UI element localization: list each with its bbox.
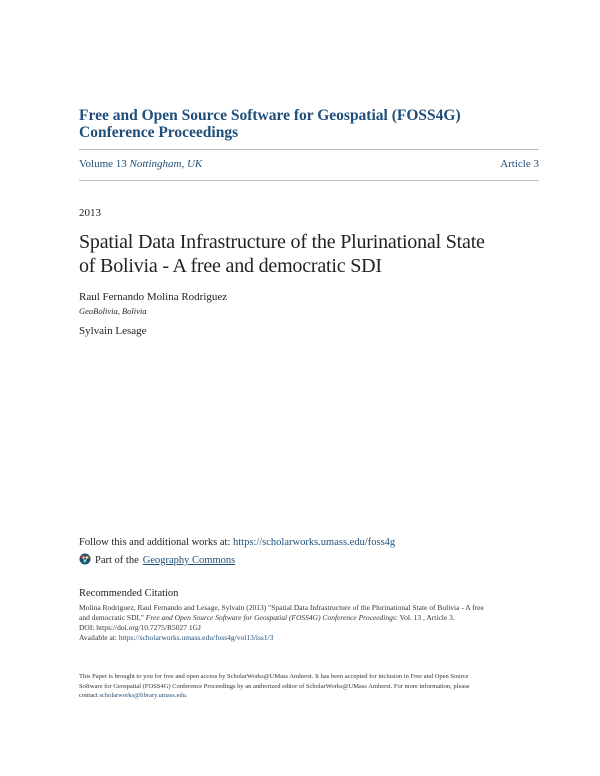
header-rule-top: [79, 149, 539, 150]
author-name: Raul Fernando Molina Rodriguez: [79, 291, 228, 303]
conference-location[interactable]: Nottingham, UK: [129, 158, 203, 170]
citation-journal: Free and Open Source Software for Geospatial (FOSS4G) Conference Proceedings: [145, 613, 396, 622]
available-label: Available at:: [79, 633, 117, 642]
follow-link[interactable]: https://scholarworks.umass.edu/foss4g: [233, 537, 396, 548]
footer-email-link[interactable]: scholarworks@library.umass.edu: [99, 692, 186, 699]
paper-title: [79, 230, 549, 278]
citation-doi: DOI: https://doi.org/10.7275/R5027 1GJ: [79, 623, 201, 632]
journal-title-line2[interactable]: Conference Proceedings: [79, 124, 239, 141]
citation-line2-c: : Vol. 13 , Article 3.: [395, 613, 455, 622]
part-of-commons: [79, 553, 235, 568]
volume-info[interactable]: [79, 158, 202, 170]
citation-line2: [79, 613, 539, 623]
footer-notice: [79, 672, 539, 701]
citation-line1: Molina Rodriguez, Raul Fernando and Lesage, Sylvain (2013) "Spatial Data Infrastructure of the Plurinational State of Bolivia - A free: [79, 603, 484, 612]
footer-line3: [79, 691, 539, 701]
article-number[interactable]: Article 3: [500, 158, 539, 170]
paper-title-line2: of Bolivia - A free and democratic SDI: [79, 255, 382, 277]
author-name-2: Sylvain Lesage: [79, 325, 147, 337]
citation-available: [79, 633, 539, 643]
volume-label[interactable]: Volume 13: [79, 158, 127, 170]
recommended-citation-heading: Recommended Citation: [79, 588, 179, 599]
follow-text: Follow this and additional works at:: [79, 537, 231, 548]
part-of-text: Part of the: [95, 555, 139, 566]
author-affiliation: GeoBolivia, Bolivia: [79, 306, 147, 316]
header-rule-bottom: [79, 180, 539, 181]
footer-line2: Software for Geospatial (FOSS4G) Conference Proceedings by an authorized editor of ScholarWorks@UMass Amherst. For more information, please: [79, 682, 470, 690]
footer-period: .: [185, 692, 188, 699]
footer-line1: This Paper is brought to you for free and open access by ScholarWorks@UMass Amherst. It has been accepted for inclusion in Free and Open Source: [79, 673, 469, 680]
available-link[interactable]: https://scholarworks.umass.edu/foss4g/vol13/iss1/3: [118, 633, 274, 642]
citation-line2-a: and democratic SDI,": [79, 613, 144, 622]
geography-commons-link[interactable]: Geography Commons: [142, 555, 236, 566]
publication-year: 2013: [79, 207, 101, 219]
network-icon: [79, 553, 95, 568]
paper-title-line1: Spatial Data Infrastructure of the Plurinational State: [79, 231, 485, 253]
follow-works: [79, 537, 395, 548]
citation-text: [79, 603, 539, 643]
journal-title[interactable]: [79, 107, 539, 141]
footer-contact: contact: [79, 692, 98, 699]
journal-title-line1[interactable]: Free and Open Source Software for Geospatial (FOSS4G): [79, 107, 461, 124]
